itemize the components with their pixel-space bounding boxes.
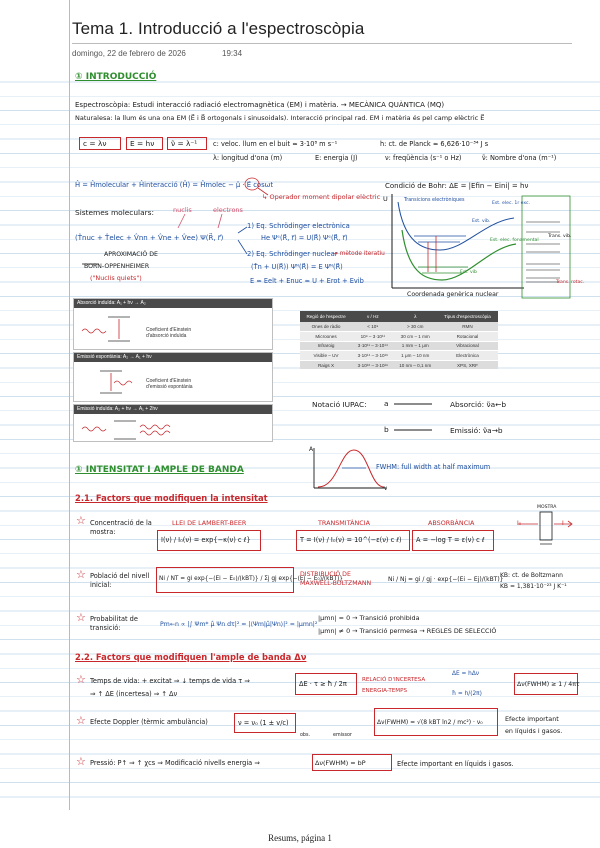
star-icon: ☆ [76,673,86,686]
cell-i0: I₀ [517,520,522,527]
table-cell: Raigs X [300,360,352,370]
iupac-absorcio: Absorció: ν̃a←b [450,400,507,409]
page-date: domingo, 22 de febrero de 2026 [72,49,186,58]
pressio-note: Efecte important en líquids i gasos. [397,760,514,768]
fwhm-definition: FWHM: full width at half maximum [376,463,491,471]
star-icon: ☆ [76,714,86,727]
label-electrons: electrons [213,206,243,214]
molecular-systems-label: Sistemes moleculars: [75,208,155,217]
table-cell: Ones de ràdio [300,322,352,332]
table-cell: Microones [300,332,352,342]
uncertainty-title-2: ENERGIA-TEMPS [362,688,408,694]
table-cell: 10⁹ – 3·10¹¹ [352,332,394,342]
naturalesa-definition: Naturalesa: la llum és una ona EM (E⃗ i B⃗ ortogonals i sinusoidals). Interacció principal rad. EM i matèria és pel camp elèctric E⃗ [75,114,485,122]
hamiltonian-equation: Ĥ = Ĥmolecular + Ĥinteracció (Ĥ) = Ĥmolec − μ̂ · E⃗ cosωt [75,181,273,189]
diagram-label-vib2: Est. vib [460,270,477,275]
table-cell: 3·10¹⁴ – 3·10¹⁶ [352,351,394,361]
const-frequency: ν: freqüència (s⁻¹ o Hz) [385,154,462,162]
absorbancia-equation: A = −log T = ε(ν) c ℓ [416,536,485,544]
concentracio-label: Concentració de la mostra: [90,519,152,536]
iupac-level-a: a [384,399,389,408]
eq-e: E = hν [130,139,155,148]
diagram-label-trans-vib: Trans. vib. [548,234,572,239]
const-h: h: ct. de Planck ≃ 6,626·10⁻³⁴ J s [380,140,489,148]
step2-equation: (T̂n + U(R⃗)) Ψᴺ(R⃗) = E Ψᴺ(R⃗) [251,263,343,271]
table-cell: RMN [437,322,498,332]
maxwell-boltzmann-title: DISTRIBUCIÓ DE MAXWELL-BOLTZMANN [300,571,372,587]
doppler-obs: obs. [300,733,311,738]
bohr-condition: Condició de Bohr: ΔE = |Efin − Eini| = hν [385,182,529,190]
table-cell: Vibracional [437,341,498,351]
page-title: Tema 1. Introducció a l'espectroscòpia [72,19,365,38]
step1-title: 1) Eq. Schrödinger electrònica [247,222,350,230]
const-lambda: λ: longitud d'ona (m) [213,154,283,162]
boltzmann-constant-value: KB = 1,381·10⁻²³ J K⁻¹ [500,583,567,590]
hbar-definition: ħ = h/(2π) [452,691,482,697]
iupac-emissio: Emissió: ν̃a→b [450,426,503,435]
aproximacio-line1: APROXIMACIÓ DE [104,251,158,258]
label-nuclis: nuclis [173,206,192,214]
star-icon: ☆ [76,568,86,581]
panel-absorcio-coef: Coeficient d'Einstein [146,327,192,333]
panel-emissio-esp-head: Emissió espontània: A₂ → A₁ + hν [74,353,272,362]
table-cell: Visible – UV [300,351,352,361]
doppler-note-2: en líquids i gasos. [505,727,563,735]
probabilitat-label: Probabilitat de transició: [90,615,138,632]
const-wavenumber: ν̃: Nombre d'ona (m⁻¹) [482,154,557,162]
panel-emissio-ind-head: Emissió induïda: A₂ + hν → A₁ + 2hν [74,405,272,414]
doppler-label: Efecte Doppler (tèrmic ambulància) [90,718,208,726]
table-cell: 1 mm – 1 μm [394,341,437,351]
lambert-beer-equation: I(ν) / I₀(ν) = exp{−κ(ν) c ℓ} [161,536,251,544]
eq-nu: ν̃ = λ⁻¹ [171,139,198,148]
diagram-axis-u: U [383,195,388,203]
table-cell: 3·10¹⁶ – 3·10¹⁹ [352,360,394,370]
lambert-beer-title: LLEI DE LAMBERT-BEER [172,519,247,527]
table-cell: Electrònica [437,351,498,361]
star-icon: ☆ [76,611,86,624]
table-header: ν / Hz [352,311,394,322]
full-hamiltonian: (T̂nuc + T̂elec + V̂nn + V̂ne + V̂ee) Ψ(R⃗, r⃗) [75,234,224,242]
aproximacio-line3: ("Nuclis quiets") [90,274,142,282]
table-header: λ [394,311,437,322]
uncertainty-title-1: RELACIÓ D'INCERTESA [362,677,426,683]
table-cell: 30 cm – 1 mm [394,332,437,342]
fwhm-axis-a: A [309,446,314,453]
uncertainty-equation: ΔE · τ ≥ ħ / 2π [299,680,347,688]
panel-emissio-esp-coef: Coeficient d'Einstein [146,378,192,384]
diagram-axis-x: Coordenada genèrica nuclear [407,291,499,298]
subsection-2-2: 2.2. Factors que modifiquen l'ample de banda Δν [75,652,307,662]
table-cell: 10 nm – 0,1 nm [394,360,437,370]
energy-sum: E ≃ Eelt + Enuc ≃ U + Erot + Evib [250,277,364,285]
table-cell: 3·10¹¹ – 3·10¹⁴ [352,341,394,351]
star-icon: ☆ [76,755,86,768]
table-header: Regió de l'espectre [300,311,352,322]
doppler-emissor: emissor [333,733,352,738]
transicio-permesa: |μmn| ≠ 0 → Transició permesa → REGLES DE SELECCIÓ [318,627,497,635]
panel-absorcio-coef2: d'absorció induïda [146,333,187,339]
step2-title: 2) Eq. Schrödinger nuclear [247,250,338,258]
cell-i: I [562,520,564,527]
boltzmann-population-equation: Ni / NT = gi exp{−(Ei − E₀)/(kBT)} / Σj gj exp{−(Ej − E₀)/(kBT)} [159,576,343,582]
doppler-equation: ν = ν₀ (1 ± v/c) [238,719,289,727]
poblacio-label: Població del nivell inicial: [90,572,150,589]
pressio-equation: Δν(FWHM) = bP [315,759,366,767]
diagram-label-trans-rot: Trans. rotac. [556,280,585,285]
temps-vida-line1: Temps de vida: + excitat ⇒ ↓ temps de vida τ ⇒ [90,677,250,685]
table-cell: < 10⁹ [352,322,394,332]
table-cell: XPS, XRF [437,360,498,370]
page-time: 19:34 [222,49,243,58]
diagram-label-excited: Est. elec. 1r exc. [492,201,531,206]
transmitancia-equation: T = I(ν) / I₀(ν) = 10^(−ε(ν) c ℓ) [300,536,402,544]
panel-absorcio-head: Absorció induïda: A₁ + hν → A₂ [74,299,272,308]
table-cell: > 30 cm [394,322,437,332]
transition-probability-equation: Pm←n ∝ |∫ Ψm* μ̂ Ψn dτ|² = |⟨Ψm|μ̂|Ψn⟩|² = |μmn|² [160,621,318,628]
table-header: Tipus d'espectroscòpia [437,311,498,322]
fwhm-tau-equation: Δν(FWHM) ≥ 1 / 4πτ [517,681,580,688]
espectroscopia-definition: Espectroscòpia: Estudi interacció radiació electromagnètica (EM) i matèria. → MECÀNICA QUÀNTICA (MQ) [75,101,445,109]
table-cell: Rotacional [437,332,498,342]
doppler-note-1: Efecte important [505,715,559,723]
diagram-label-ground: Est. elec. fonamental [490,238,539,243]
step2-iterative-note: → mètode iteratiu [333,251,385,257]
table-cell: Infraroig [300,341,352,351]
subsection-2-1: 2.1. Factors que modifiquen la intensitat [75,493,268,503]
diagram-label-vib1: Est. vib. [472,219,491,224]
const-c: c: veloc. llum en el buit ≃ 3·10⁸ m s⁻¹ [213,140,338,148]
aproximacio-line2: BORN-OPPENHEIMER [84,263,150,270]
iupac-label: Notació IUPAC: [312,400,367,409]
absorbancia-title: ABSORBÀNCIA [428,519,475,527]
table-cell: 1 μm – 10 nm [394,351,437,361]
fwhm-axis-nu: ν [384,485,388,492]
page-footer: Resums, página 1 [268,833,332,843]
temps-vida-line2: ⇒ ↑ ΔE (incertesa) ⇒ ↑ Δν [90,690,178,698]
de-hdnu: ΔE = hΔν [452,671,480,677]
transmitancia-title: TRANSMITÀNCIA [318,519,370,527]
boltzmann-ratio-equation: Ni / Nj = gi / gj · exp{−(Ei − Ej)/(kBT)} [388,576,504,583]
iupac-level-b: b [384,425,389,434]
dipole-operator-note: ↳ Operador moment dipolar elèctric [262,193,381,201]
star-icon: ☆ [76,514,86,527]
doppler-fwhm-equation: Δν(FWHM) = √(8 kBT ln2 / mc²) · ν₀ [377,719,483,726]
mostra-label: MOSTRA [537,505,557,510]
section-heading-intensitat: ① INTENSITAT I AMPLE DE BANDA [75,465,244,475]
diagram-label-transitions: Transicions electròniques [404,198,465,203]
eq-c: c = λν [83,139,107,148]
pressio-label: Pressió: P↑ ⇒ ↑ χcs ⇒ Modificació nivells energia ⇒ [90,759,260,767]
panel-emissio-esp-coef2: d'emissió espontània [146,384,193,390]
boltzmann-constant-label: KB: ct. de Boltzmann [500,572,563,579]
step1-equation: He Ψᵉ(R⃗, r⃗) = U(R⃗) Ψᵉ(R⃗, r⃗) [261,234,348,242]
transicio-prohibida: |μmn| = 0 → Transició prohibida [318,614,420,622]
section-heading-introduccio: ① INTRODUCCIÓ [75,72,157,82]
const-energy: E: energia (J) [315,154,358,162]
